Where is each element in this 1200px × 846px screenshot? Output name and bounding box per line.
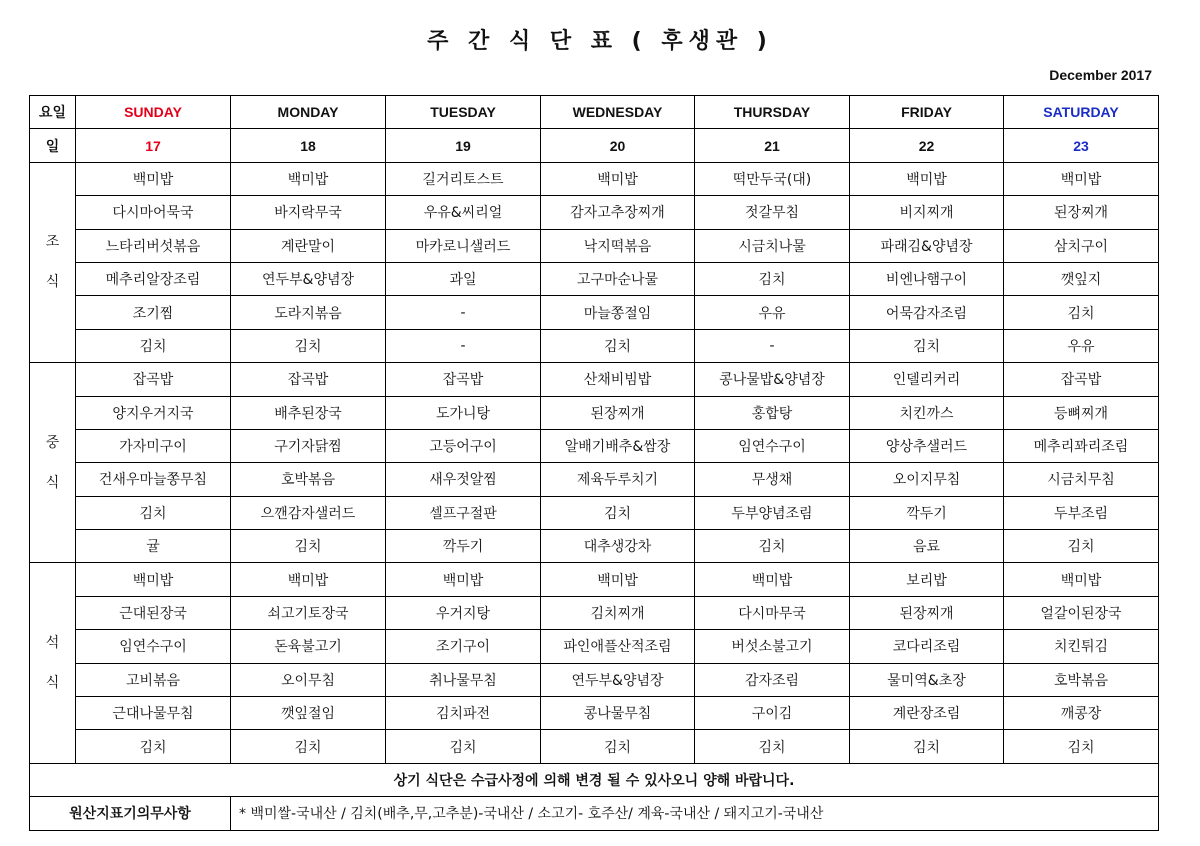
menu-item: 김치 — [850, 329, 1004, 362]
menu-item: 건새우마늘쫑무침 — [76, 463, 231, 496]
menu-item: 김치 — [231, 530, 386, 563]
menu-item: 감자조림 — [695, 663, 850, 696]
menu-item: 김치 — [76, 730, 231, 763]
menu-item: 연두부&양념장 — [231, 262, 386, 295]
menu-item: 비엔나햄구이 — [850, 262, 1004, 295]
menu-item: 호박볶음 — [231, 463, 386, 496]
menu-item: 깨콩장 — [1004, 697, 1159, 730]
menu-item: 김치 — [541, 329, 695, 362]
menu-item: 임연수구이 — [695, 429, 850, 462]
menu-item: 백미밥 — [850, 162, 1004, 195]
weekday-tuesday: TUESDAY — [386, 96, 541, 129]
menu-item: 콩나물밥&양념장 — [695, 363, 850, 396]
menu-item: 제육두루치기 — [541, 463, 695, 496]
date-sunday: 17 — [76, 129, 231, 162]
menu-item: 계란말이 — [231, 229, 386, 262]
menu-item: 삼치구이 — [1004, 229, 1159, 262]
origin-row — [30, 797, 1159, 830]
lunch-label-top: 중 — [45, 434, 60, 451]
menu-item: 치킨까스 — [850, 396, 1004, 429]
menu-item: 과일 — [386, 262, 541, 295]
menu-item: 임연수구이 — [76, 630, 231, 663]
menu-item: 백미밥 — [541, 162, 695, 195]
menu-item: 김치 — [850, 730, 1004, 763]
menu-item: 떡만두국(대) — [695, 162, 850, 195]
menu-item: 메추리알장조림 — [76, 262, 231, 295]
menu-item: 고구마순나물 — [541, 262, 695, 295]
menu-item: 백미밥 — [231, 162, 386, 195]
menu-item: 느타리버섯볶음 — [76, 229, 231, 262]
menu-item: 연두부&양념장 — [541, 663, 695, 696]
menu-item: 비지찌개 — [850, 196, 1004, 229]
menu-item: 잡곡밥 — [386, 363, 541, 396]
menu-item: 대추생강차 — [541, 530, 695, 563]
menu-item: 알배기배추&쌈장 — [541, 429, 695, 462]
menu-item: 인델리커리 — [850, 363, 1004, 396]
menu-item: 김치 — [1004, 296, 1159, 329]
menu-item: 호박볶음 — [1004, 663, 1159, 696]
menu-item: 근대된장국 — [76, 596, 231, 629]
menu-item: 등뼈찌개 — [1004, 396, 1159, 429]
date-monday: 18 — [231, 129, 386, 162]
lunch-row — [30, 396, 1159, 429]
breakfast-label — [30, 162, 76, 362]
menu-item: 보리밥 — [850, 563, 1004, 596]
date-saturday: 23 — [1004, 129, 1159, 162]
menu-item: 치킨튀김 — [1004, 630, 1159, 663]
lunch-row — [30, 363, 1159, 396]
menu-item: 파래김&양념장 — [850, 229, 1004, 262]
menu-item: 김치 — [695, 262, 850, 295]
menu-item: 감자고추장찌개 — [541, 196, 695, 229]
menu-item: 메추리꽈리조림 — [1004, 429, 1159, 462]
menu-item: 구기자닭찜 — [231, 429, 386, 462]
menu-item: 귤 — [76, 530, 231, 563]
menu-item: 잡곡밥 — [76, 363, 231, 396]
menu-item: 우유 — [695, 296, 850, 329]
weekday-monday: MONDAY — [231, 96, 386, 129]
menu-item: 김치 — [695, 730, 850, 763]
dinner-label-top: 석 — [45, 635, 60, 652]
origin-text: * 백미쌀-국내산 / 김치(배추,무,고추분)-국내산 / 소고기- 호주산/ 계육-국내산 / 돼지고기-국내산 — [231, 797, 1159, 830]
menu-item: 고비볶음 — [76, 663, 231, 696]
date-row — [30, 129, 1159, 162]
menu-item: 양지우거지국 — [76, 396, 231, 429]
menu-item: - — [695, 329, 850, 362]
menu-item: 길거리토스트 — [386, 162, 541, 195]
menu-item: 우유&씨리얼 — [386, 196, 541, 229]
weekday-row — [30, 96, 1159, 129]
menu-item: 구이김 — [695, 697, 850, 730]
menu-item: 배추된장국 — [231, 396, 386, 429]
menu-item: 코다리조림 — [850, 630, 1004, 663]
menu-item: 물미역&초장 — [850, 663, 1004, 696]
menu-item: 백미밥 — [1004, 162, 1159, 195]
lunch-row — [30, 530, 1159, 563]
menu-item: 가자미구이 — [76, 429, 231, 462]
date-friday: 22 — [850, 129, 1004, 162]
notice-row — [30, 763, 1159, 796]
menu-item: 시금치나물 — [695, 229, 850, 262]
lunch-row — [30, 496, 1159, 529]
menu-item: 도라지볶음 — [231, 296, 386, 329]
menu-item: 백미밥 — [231, 563, 386, 596]
menu-item: 홍합탕 — [695, 396, 850, 429]
menu-item: 김치 — [76, 329, 231, 362]
menu-item: 된장찌개 — [541, 396, 695, 429]
dinner-row — [30, 663, 1159, 696]
menu-item: 마늘쫑절임 — [541, 296, 695, 329]
menu-item: 파인애플산적조림 — [541, 630, 695, 663]
menu-item: 어묵감자조림 — [850, 296, 1004, 329]
date-label: December 2017 — [1049, 67, 1152, 83]
menu-item: 오이지무침 — [850, 463, 1004, 496]
menu-item: 깻잎절임 — [231, 697, 386, 730]
menu-item: 도가니탕 — [386, 396, 541, 429]
menu-item: 김치 — [386, 730, 541, 763]
menu-item: 다시마무국 — [695, 596, 850, 629]
menu-item: 시금치무침 — [1004, 463, 1159, 496]
menu-item: 김치찌개 — [541, 596, 695, 629]
menu-item: 잡곡밥 — [231, 363, 386, 396]
menu-item: 김치 — [695, 530, 850, 563]
weekday-label: 요일 — [30, 96, 76, 129]
menu-item: 으깬감자샐러드 — [231, 496, 386, 529]
menu-item: 바지락무국 — [231, 196, 386, 229]
menu-item: 버섯소불고기 — [695, 630, 850, 663]
lunch-row — [30, 429, 1159, 462]
dinner-label-bottom: 식 — [45, 675, 60, 692]
menu-item: 김치 — [76, 496, 231, 529]
menu-table — [29, 95, 1159, 831]
menu-item: 양상추샐러드 — [850, 429, 1004, 462]
menu-item: - — [386, 296, 541, 329]
menu-item: 잡곡밥 — [1004, 363, 1159, 396]
menu-item: 낙지떡볶음 — [541, 229, 695, 262]
date-tuesday: 19 — [386, 129, 541, 162]
menu-item: 얼갈이된장국 — [1004, 596, 1159, 629]
menu-item: 계란장조림 — [850, 697, 1004, 730]
origin-label: 원산지표기의무사항 — [30, 797, 231, 830]
menu-item: 젓갈무침 — [695, 196, 850, 229]
menu-item: 새우젓알찜 — [386, 463, 541, 496]
menu-item: 돈육불고기 — [231, 630, 386, 663]
menu-item: 조기찜 — [76, 296, 231, 329]
menu-item: 고등어구이 — [386, 429, 541, 462]
lunch-label — [30, 363, 76, 563]
menu-item: 두부양념조림 — [695, 496, 850, 529]
menu-item: 김치 — [231, 730, 386, 763]
menu-item: 취나물무침 — [386, 663, 541, 696]
menu-item: 산채비빔밥 — [541, 363, 695, 396]
date-row-label: 일 — [30, 129, 76, 162]
dinner-row — [30, 730, 1159, 763]
lunch-row — [30, 463, 1159, 496]
menu-item: 백미밥 — [76, 162, 231, 195]
weekday-saturday: SATURDAY — [1004, 96, 1159, 129]
menu-item: 백미밥 — [386, 563, 541, 596]
menu-item: 백미밥 — [695, 563, 850, 596]
breakfast-row — [30, 229, 1159, 262]
dinner-row — [30, 630, 1159, 663]
menu-item: 김치 — [541, 730, 695, 763]
menu-item: 마카로니샐러드 — [386, 229, 541, 262]
menu-item: 오이무침 — [231, 663, 386, 696]
menu-item: 우거지탕 — [386, 596, 541, 629]
menu-item: 김치 — [1004, 530, 1159, 563]
breakfast-row — [30, 162, 1159, 195]
dinner-row — [30, 563, 1159, 596]
menu-item: 깻잎지 — [1004, 262, 1159, 295]
menu-item: 김치 — [541, 496, 695, 529]
menu-item: 음료 — [850, 530, 1004, 563]
menu-item: 조기구이 — [386, 630, 541, 663]
date-thursday: 21 — [695, 129, 850, 162]
menu-item: 김치 — [1004, 730, 1159, 763]
menu-item: 백미밥 — [541, 563, 695, 596]
weekday-friday: FRIDAY — [850, 96, 1004, 129]
menu-item: 근대나물무침 — [76, 697, 231, 730]
breakfast-label-bottom: 식 — [45, 274, 60, 291]
menu-item: 깍두기 — [386, 530, 541, 563]
menu-item: 셀프구절판 — [386, 496, 541, 529]
dinner-row — [30, 697, 1159, 730]
breakfast-row — [30, 329, 1159, 362]
breakfast-row — [30, 196, 1159, 229]
menu-item: 두부조림 — [1004, 496, 1159, 529]
menu-item: 김치파전 — [386, 697, 541, 730]
lunch-label-bottom: 식 — [45, 474, 60, 491]
menu-item: 무생채 — [695, 463, 850, 496]
dinner-label — [30, 563, 76, 763]
menu-item: 김치 — [231, 329, 386, 362]
dinner-row — [30, 596, 1159, 629]
weekday-sunday: SUNDAY — [76, 96, 231, 129]
menu-item: 된장찌개 — [850, 596, 1004, 629]
menu-item: - — [386, 329, 541, 362]
weekday-wednesday: WEDNESDAY — [541, 96, 695, 129]
menu-item: 콩나물무침 — [541, 697, 695, 730]
page-title: 주 간 식 단 표 ( 후생관 ) — [427, 29, 773, 54]
breakfast-row — [30, 262, 1159, 295]
menu-item: 다시마어묵국 — [76, 196, 231, 229]
menu-item: 된장찌개 — [1004, 196, 1159, 229]
breakfast-row — [30, 296, 1159, 329]
menu-item: 백미밥 — [76, 563, 231, 596]
date-wednesday: 20 — [541, 129, 695, 162]
menu-item: 백미밥 — [1004, 563, 1159, 596]
menu-item: 우유 — [1004, 329, 1159, 362]
menu-item: 깍두기 — [850, 496, 1004, 529]
notice-text: 상기 식단은 수급사정에 의해 변경 될 수 있사오니 양해 바랍니다. — [30, 763, 1159, 796]
menu-item: 쇠고기토장국 — [231, 596, 386, 629]
breakfast-label-top: 조 — [45, 234, 60, 251]
weekday-thursday: THURSDAY — [695, 96, 850, 129]
